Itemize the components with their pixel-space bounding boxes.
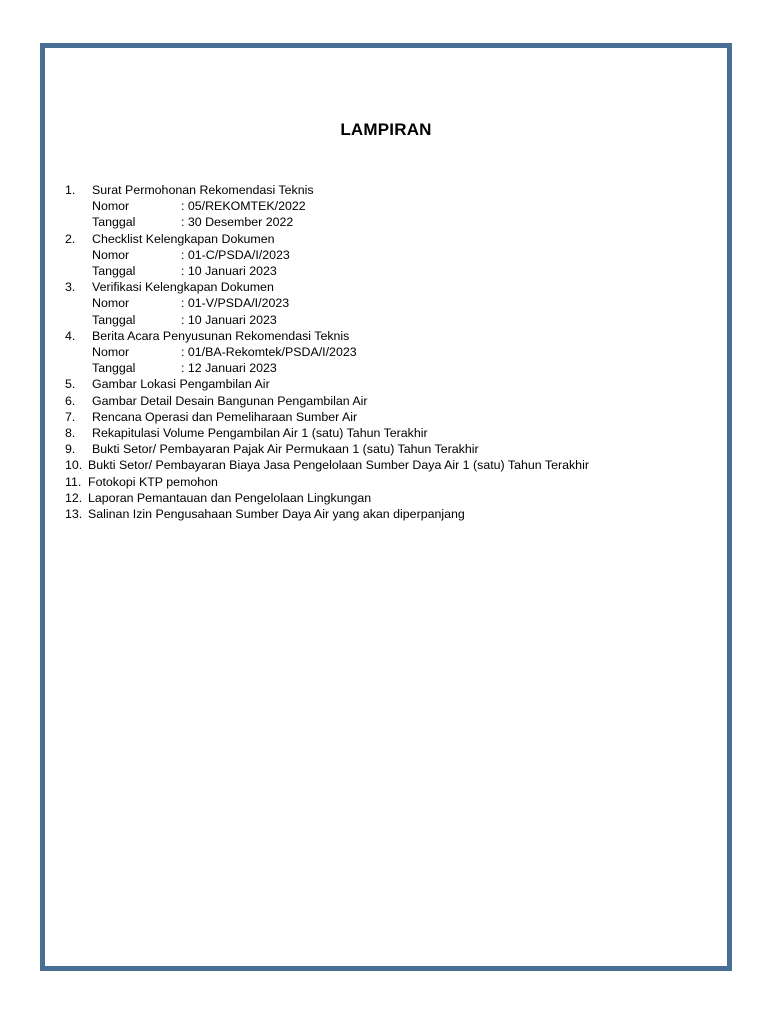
list-item-text: Checklist Kelengkapan Dokumen (92, 231, 275, 246)
list-item-text: Bukti Setor/ Pembayaran Pajak Air Permukaan 1 (satu) Tahun Terakhir (92, 442, 479, 457)
detail-label: Tanggal (92, 264, 136, 279)
list-item-detail (65, 198, 717, 214)
detail-label: Tanggal (92, 312, 136, 327)
list-item-detail (65, 360, 717, 376)
list-item-text: Laporan Pemantauan dan Pengelolaan Lingkungan (88, 490, 372, 505)
list-item (65, 279, 717, 295)
list-item-text: Rekapitulasi Volume Pengambilan Air 1 (satu) Tahun Terakhir (92, 426, 428, 441)
detail-value: : 30 Desember 2022 (181, 215, 294, 230)
list-item-detail (65, 295, 717, 311)
list-item (65, 490, 717, 506)
list-item (65, 231, 717, 247)
list-item (65, 182, 717, 198)
detail-label: Nomor (92, 199, 130, 214)
list-item (65, 376, 717, 392)
list-item (65, 457, 717, 473)
list-item-detail (65, 312, 717, 328)
list-item (65, 425, 717, 441)
list-item-detail (65, 214, 717, 230)
list-item-number: 8. (65, 426, 76, 441)
list-item-number: 7. (65, 409, 76, 424)
list-item-text: Gambar Lokasi Pengambilan Air (92, 377, 270, 392)
list-item-text: Surat Permohonan Rekomendasi Teknis (92, 183, 314, 197)
list-item (65, 441, 717, 457)
list-item-detail (65, 344, 717, 360)
list-item (65, 393, 717, 409)
list-item-number: 10. (65, 458, 83, 473)
list-item-text: Salinan Izin Pengusahaan Sumber Daya Air yang akan diperpanjang (88, 507, 465, 522)
detail-value: : 01/BA-Rekomtek/PSDA/I/2023 (181, 345, 357, 360)
list-item-text: Verifikasi Kelengkapan Dokumen (92, 280, 274, 295)
attachment-list (65, 182, 717, 522)
list-item-detail (65, 263, 717, 279)
list-item (65, 474, 717, 490)
detail-label: Nomor (92, 296, 130, 311)
list-item-text: Fotokopi KTP pemohon (88, 474, 218, 489)
detail-label: Tanggal (92, 215, 136, 230)
list-item-number: 3. (65, 280, 76, 295)
detail-value: : 12 Januari 2023 (181, 361, 277, 376)
document-page (40, 43, 732, 971)
list-item-number: 5. (65, 377, 76, 392)
list-item (65, 328, 717, 344)
detail-value: : 01-V/PSDA/I/2023 (181, 296, 290, 311)
list-item (65, 409, 717, 425)
list-item-number: 11. (65, 474, 82, 489)
list-item-number: 2. (65, 231, 76, 246)
list-item-detail (65, 247, 717, 263)
list-item-number: 1. (65, 183, 76, 197)
detail-label: Tanggal (92, 361, 136, 376)
list-item (65, 506, 717, 522)
list-item-number: 4. (65, 328, 76, 343)
detail-value: : 10 Januari 2023 (181, 264, 277, 279)
page-title: LAMPIRAN (340, 120, 432, 139)
list-item-text: Bukti Setor/ Pembayaran Biaya Jasa Pengelolaan Sumber Daya Air 1 (satu) Tahun Terakhir (88, 458, 589, 473)
detail-value: : 10 Januari 2023 (181, 312, 277, 327)
list-item-number: 12. (65, 490, 83, 505)
list-item-text: Rencana Operasi dan Pemeliharaan Sumber Air (92, 409, 358, 424)
detail-label: Nomor (92, 247, 130, 262)
list-item-text: Berita Acara Penyusunan Rekomendasi Teknis (92, 328, 350, 343)
list-item-number: 6. (65, 393, 76, 408)
list-item-number: 13. (65, 507, 83, 522)
list-item-number: 9. (65, 442, 76, 457)
detail-value: : 01-C/PSDA/I/2023 (181, 247, 290, 262)
detail-label: Nomor (92, 345, 130, 360)
list-item-text: Gambar Detail Desain Bangunan Pengambilan Air (92, 393, 368, 408)
detail-value: : 05/REKOMTEK/2022 (181, 199, 306, 214)
